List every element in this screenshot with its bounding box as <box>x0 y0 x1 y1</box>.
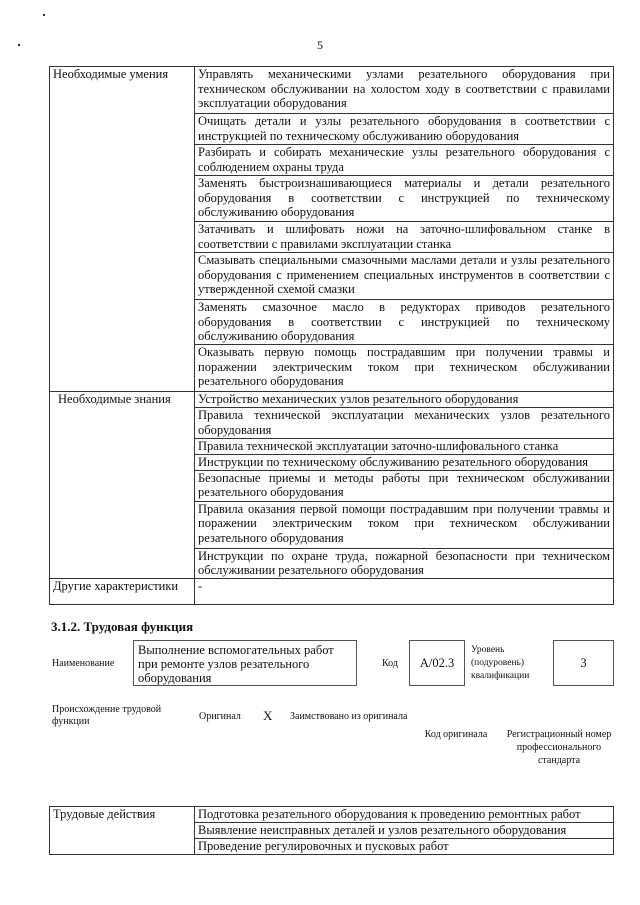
page-number: 5 <box>317 38 323 52</box>
code-original-label: Код оригинала <box>424 729 488 740</box>
skill-item: Оказывать первую помощь пострадавшим при получении травмы и поражении электрическим током при техническом обслуживании резательного оборудования <box>195 345 614 392</box>
level-value: 3 <box>580 656 587 670</box>
function-header <box>49 640 614 686</box>
scan-speck <box>43 14 45 16</box>
section-title: 3.1.2. Трудовая функция <box>51 619 194 634</box>
level-label: Уровень (подуровень) квалификации <box>471 645 530 681</box>
skill-item: Управлять механическими узлами резательного оборудования при техническом обслуживании на холостом ходу в соответствии с правилами эксплуатации оборудования <box>195 67 614 114</box>
knowledge-item: Устройство механических узлов резательного оборудования <box>195 392 614 408</box>
borrowed-label: Заимствовано из оригинала <box>290 711 408 722</box>
reg-number-label: Регистрационный номер профессионального стандарта <box>506 729 612 766</box>
skills-label: Необходимые умения <box>50 67 195 392</box>
origin-block <box>49 704 614 784</box>
labor-actions-label: Трудовые действия <box>50 807 195 855</box>
knowledge-label: Необходимые знания <box>50 392 195 579</box>
labor-action-item: Подготовка резательного оборудования к проведению ремонтных работ <box>195 807 614 823</box>
other-value: - <box>195 578 614 604</box>
skill-item: Затачивать и шлифовать ножи на заточно-шлифовальном станке в соответствии с правилами эксплуатации станка <box>195 222 614 253</box>
other-label: Другие характеристики <box>50 578 195 604</box>
name-label: Наименование <box>52 658 115 669</box>
skill-item: Заменять смазочное масло в редукторах приводов резательного оборудования в соответствии с инструкцией по техническому обслуживанию оборудования <box>195 300 614 345</box>
knowledge-item: Правила технической эксплуатации механических узлов резательного оборудования <box>195 408 614 439</box>
skill-item: Очищать детали и узлы резательного оборудования в соответствии с инструкцией по техническому обслуживанию оборудования <box>195 114 614 145</box>
labor-action-item: Выявление неисправных деталей и узлов резательного оборудования <box>195 823 614 839</box>
code-label: Код <box>382 658 398 669</box>
knowledge-item: Правила оказания первой помощи пострадавшим при получении травмы и поражении электрическим током при техническом обслуживании резательного оборудования <box>195 501 614 548</box>
knowledge-item: Инструкции по техническому обслуживанию резательного оборудования <box>195 455 614 471</box>
original-mark: Х <box>263 708 273 723</box>
name-value: Выполнение вспомогательных работ при ремонте узлов резательного оборудования <box>138 643 334 685</box>
name-cell <box>133 640 357 686</box>
origin-label: Происхождение трудовой функции <box>52 704 162 727</box>
labor-action-item: Проведение регулировочных и пусковых работ <box>195 839 614 855</box>
code-value: А/02.3 <box>419 656 455 670</box>
labor-actions-table <box>49 806 614 855</box>
knowledge-item: Инструкции по охране труда, пожарной безопасности при техническом обслуживании резательного оборудования <box>195 548 614 578</box>
code-cell <box>409 640 465 686</box>
requirements-table <box>49 66 614 605</box>
level-cell <box>553 640 614 686</box>
original-label: Оригинал <box>199 711 241 722</box>
knowledge-item: Безопасные приемы и методы работы при техническом обслуживании резательного оборудования <box>195 470 614 501</box>
skill-item: Заменять быстроизнашивающиеся материалы и детали резательного оборудования в соответствии с инструкцией по техническому обслуживанию оборудования <box>195 176 614 222</box>
knowledge-item: Правила технической эксплуатации заточно-шлифовального станка <box>195 439 614 455</box>
skill-item: Разбирать и собирать механические узлы резательного оборудования с соблюдением охраны труда <box>195 145 614 176</box>
skill-item: Смазывать специальными смазочными маслами детали и узлы резательного оборудования с применением специальных инструментов в соответствии с утвержденной схемой смазки <box>195 253 614 300</box>
